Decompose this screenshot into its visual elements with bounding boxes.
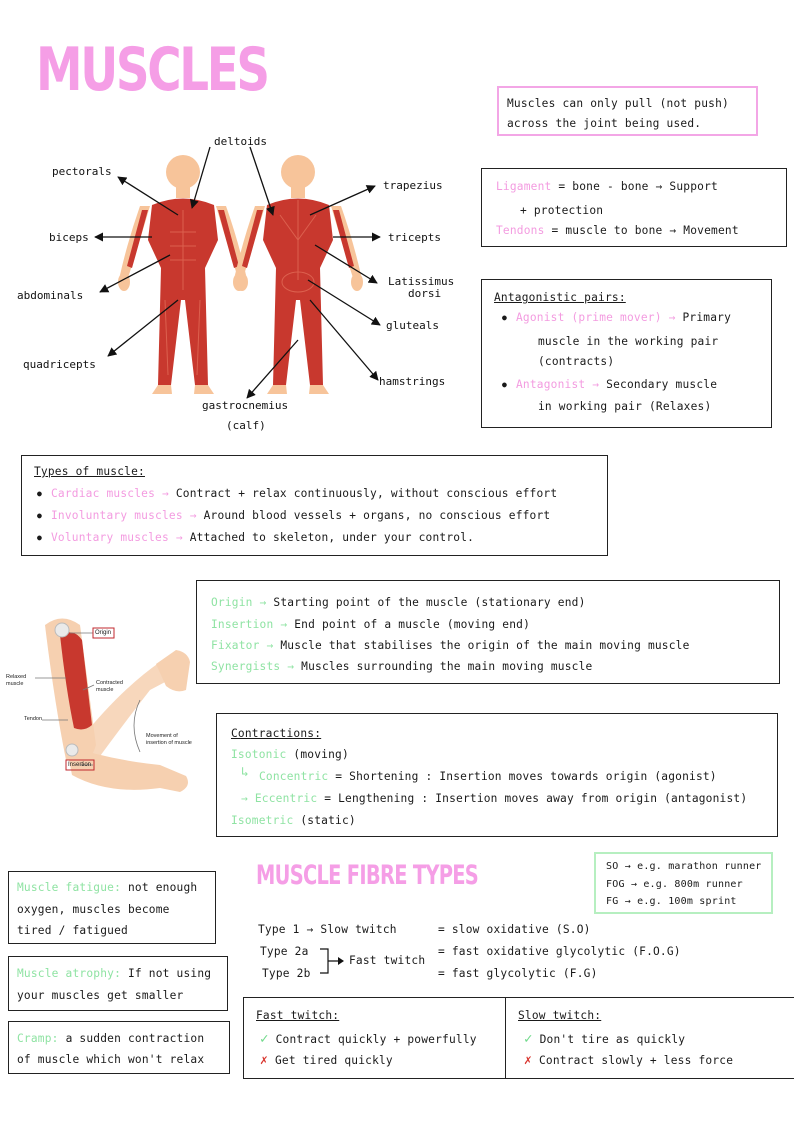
- synergists-term: Synergists →: [211, 660, 295, 673]
- antagonist-def2: in working pair (Relaxes): [538, 400, 712, 413]
- fibre-key-item: FG → e.g. 100m sprint: [606, 896, 737, 907]
- type-term: Involuntary muscles →: [51, 509, 197, 522]
- contractions-heading: Contractions:: [231, 727, 322, 740]
- label-biceps: biceps: [49, 231, 89, 244]
- page-title: MUSCLES: [36, 35, 268, 105]
- arm-label-origin: Origin: [95, 630, 112, 636]
- isometric-note: (static): [300, 814, 356, 827]
- check-icon: ✓: [524, 1031, 533, 1047]
- origin-definition: Starting point of the muscle (stationary end): [273, 596, 586, 609]
- agonist-def3: (contracts): [538, 355, 615, 368]
- synergists-definition: Muscles surrounding the main moving muscle: [301, 660, 593, 673]
- fibre-key-item: FOG → e.g. 800m runner: [606, 879, 743, 890]
- origin-term: Origin →: [211, 596, 267, 609]
- muscle-fatigue-box: [8, 871, 216, 944]
- type-definition: Attached to skeleton, under your control.: [189, 531, 475, 544]
- arm-label-relaxed-2: muscle: [6, 681, 24, 687]
- fatigue-def1: not enough: [127, 881, 198, 894]
- insertion-definition: End point of a muscle (moving end): [294, 618, 531, 631]
- origin-insertion-box: [196, 580, 780, 684]
- fibre-types-title: MUSCLE FIBRE TYPES: [256, 860, 479, 891]
- fast-twitch-con: Get tired quickly: [274, 1054, 393, 1067]
- arm-label-contracted: Contracted: [96, 680, 123, 686]
- tendons-definition: = muscle to bone → Movement: [551, 224, 739, 237]
- agonist-def1: Primary: [682, 311, 732, 324]
- type1-definition: = slow oxidative (S.O): [438, 923, 591, 936]
- isometric-term: Isometric: [231, 814, 294, 827]
- types-of-muscle-box: [21, 455, 608, 556]
- type2b-definition: = fast glycolytic (F.G): [438, 967, 598, 980]
- back-body-figure: [233, 155, 363, 394]
- arm-label-relaxed: Relaxed: [6, 674, 27, 680]
- antagonist-def1: Secondary muscle: [606, 378, 718, 391]
- concentric-term: Concentric: [259, 770, 329, 783]
- isotonic-term: Isotonic: [231, 748, 287, 761]
- fatigue-term: Muscle fatigue:: [17, 881, 122, 894]
- fixator-term: Fixator →: [211, 639, 274, 652]
- fibre-key-item: SO → e.g. marathon runner: [606, 861, 762, 872]
- ligament-definition: = bone - bone → Support: [558, 180, 718, 193]
- arm-label-movement-2: insertion of muscle: [146, 740, 192, 746]
- fast-twitch-label: Fast twitch: [349, 954, 426, 967]
- pull-note-line1: Muscles can only pull (not push): [507, 97, 729, 110]
- label-hamstrings: hamstrings: [379, 375, 446, 388]
- fast-twitch-pro: Contract quickly + powerfully: [275, 1033, 477, 1046]
- fast-twitch-box: [243, 997, 507, 1079]
- label-gastrocnemius: gastrocnemius: [202, 399, 289, 412]
- type2a-label: Type 2a: [260, 945, 309, 958]
- cramp-def2: of muscle which won't relax: [17, 1053, 205, 1066]
- pull-note-line2: across the joint being used.: [507, 117, 702, 130]
- label-trapezius: trapezius: [383, 179, 443, 192]
- eccentric-definition: = Lengthening : Insertion moves away from origin (antagonist): [324, 792, 748, 805]
- ligament-protection: + protection: [520, 204, 604, 217]
- fatigue-def3: tired / fatigued: [17, 924, 128, 937]
- atrophy-def2: your muscles get smaller: [17, 989, 184, 1002]
- fixator-definition: Muscle that stabilises the origin of the main moving muscle: [280, 639, 690, 652]
- label-pectorals: pectorals: [52, 165, 112, 178]
- type-definition: Around blood vessels + organs, no conscious effort: [203, 509, 551, 522]
- pull-note-box: [497, 86, 758, 136]
- slow-twitch-heading: Slow twitch:: [518, 1009, 602, 1022]
- isotonic-note: (moving): [293, 748, 349, 761]
- types-heading: Types of muscle:: [34, 465, 145, 478]
- insertion-term: Insertion →: [211, 618, 288, 631]
- cross-icon: ✗: [260, 1053, 269, 1068]
- antagonistic-pairs-box: [481, 279, 772, 428]
- concentric-arrow-icon: ↳: [241, 765, 250, 780]
- type-definition: Contract + relax continuously, without conscious effort: [175, 487, 558, 500]
- front-body-figure: [118, 155, 248, 394]
- concentric-definition: = Shortening : Insertion moves towards origin (agonist): [335, 770, 717, 783]
- ligament-tendon-box: [481, 168, 787, 247]
- fast-twitch-heading: Fast twitch:: [256, 1009, 340, 1022]
- fibre-bracket: [318, 945, 348, 977]
- arm-label-contracted-2: muscle: [96, 687, 114, 693]
- label-gluteals: gluteals: [386, 319, 439, 332]
- eccentric-term: → Eccentric: [241, 792, 318, 805]
- type-term: Cardiac muscles →: [51, 487, 169, 500]
- cross-icon: ✗: [524, 1053, 533, 1068]
- label-calf: (calf): [226, 419, 266, 432]
- ligament-term: Ligament: [496, 180, 552, 193]
- type1-label: Type 1 → Slow twitch: [258, 923, 397, 936]
- atrophy-def1: If not using: [127, 967, 212, 980]
- atrophy-term: Muscle atrophy:: [17, 967, 122, 980]
- label-latissimus: Latissimus: [388, 275, 455, 288]
- check-icon: ✓: [260, 1031, 269, 1047]
- label-deltoids: deltoids: [214, 135, 267, 148]
- type2b-label: Type 2b: [262, 967, 311, 980]
- label-dorsi: dorsi: [408, 287, 442, 300]
- slow-twitch-con: Contract slowly + less force: [538, 1054, 734, 1067]
- agonist-def2: muscle in the working pair: [538, 335, 719, 348]
- type2a-definition: = fast oxidative glycolytic (F.O.G): [438, 945, 681, 958]
- type-term: Voluntary muscles →: [51, 531, 183, 544]
- cramp-term: Cramp:: [17, 1032, 59, 1045]
- label-abdominals: abdominals: [17, 289, 84, 302]
- slow-twitch-pro: Don't tire as quickly: [539, 1033, 686, 1046]
- antagonist-term: Antagonist →: [516, 378, 600, 391]
- antagonistic-heading: Antagonistic pairs:: [494, 291, 626, 304]
- arm-label-insertion: Insertion: [68, 762, 92, 768]
- contractions-box: [216, 713, 778, 837]
- label-tricepts: tricepts: [388, 231, 441, 244]
- cramp-box: [8, 1021, 230, 1074]
- cramp-def1: a sudden contraction: [65, 1032, 205, 1045]
- agonist-term: Agonist (prime mover) →: [516, 311, 676, 324]
- tendons-term: Tendons: [496, 224, 545, 237]
- muscle-atrophy-box: [8, 956, 228, 1011]
- label-quadricepts: quadricepts: [23, 358, 96, 371]
- fibre-key-box: [594, 852, 773, 914]
- arm-label-movement: Movement of: [146, 733, 178, 739]
- fatigue-def2: oxygen, muscles become: [17, 903, 170, 916]
- slow-twitch-box: [505, 997, 794, 1079]
- arm-label-tendon: Tendon: [24, 716, 43, 722]
